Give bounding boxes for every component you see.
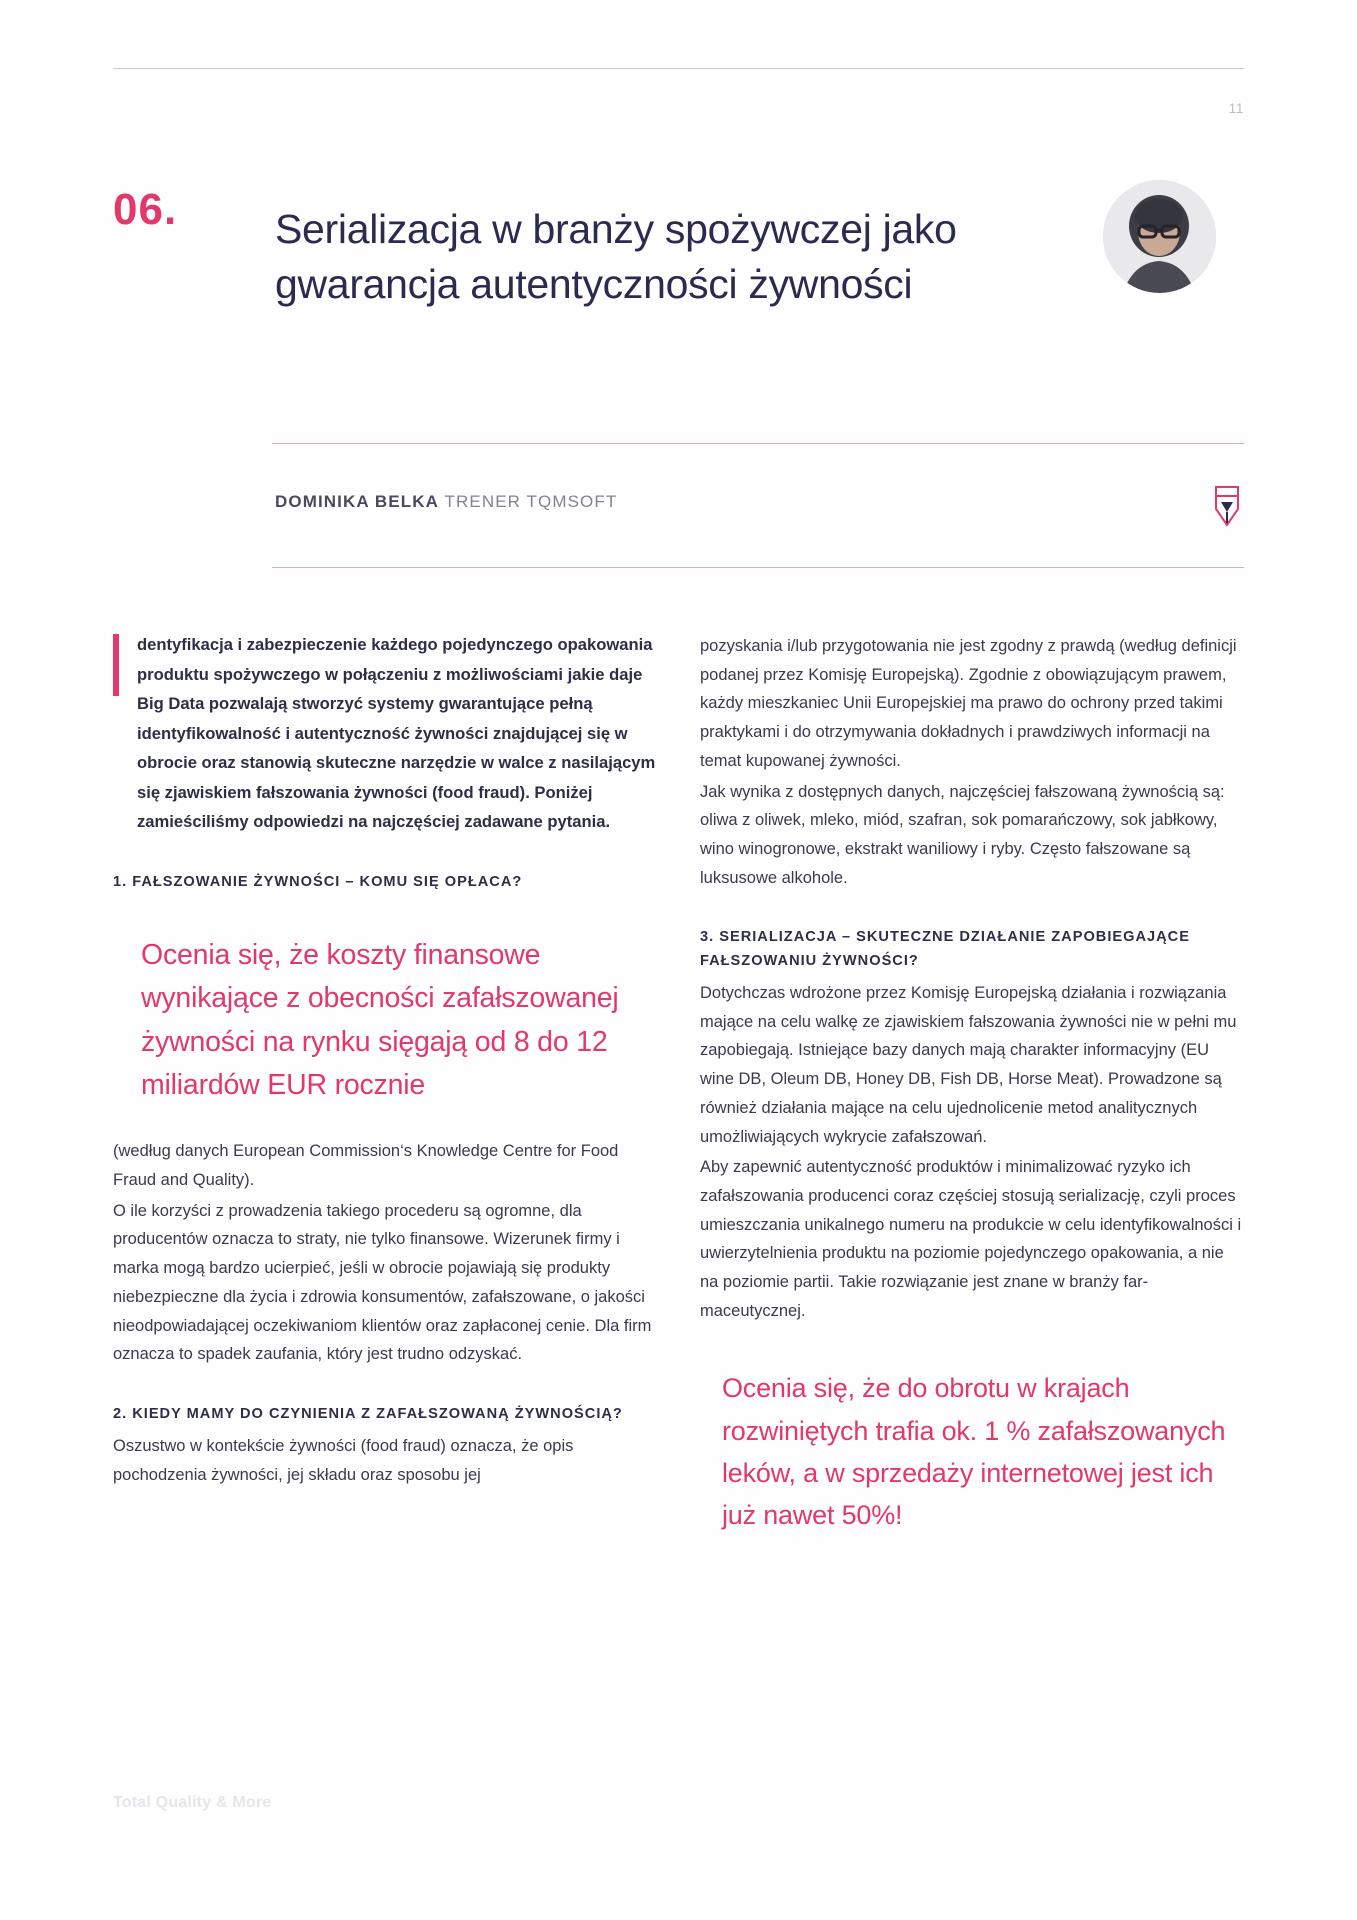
pullquote-1: Ocenia się, że koszty finansowe wynikające z obecności zafałszowanej żywności na rynku sięgają od 8 do 12 miliardów EUR rocznie [141, 939, 619, 1101]
author-role: TRENER TQMSOFT [444, 492, 618, 511]
pullquote-2: Ocenia się, że do obrotu w krajach rozwiniętych trafia ok. 1 % zafałszowanych leków, a w sprzedaży internetowej jest ich już nawet 50%! [722, 1373, 1226, 1530]
left-column [113, 630, 658, 1490]
lead-text: dentyfikacja i zabezpieczenie każdego pojedynczego opakowania produktu spożywczego w połączeniu z możliwościami jakie daje Big Data pozwalają stworzyć systemy gwarantujące pełną identyfikowalność i autentyczność żywności znajdującej się w obrocie oraz stanowią skuteczne narzędzie w walce z nasilającym się zjawiskiem fałszowania żywności (food fraud). Poniżej zamieściliśmy odpowiedzi na najczęściej zadawane pytania. [137, 635, 656, 832]
drop-cap-bar [113, 634, 119, 696]
paragraph-2: O ile korzyści z prowadzenia takiego procederu są ogromne, dla producentów oznacza to straty, nie tylko finansowe. Wizerunek firmy i marka mogą bardzo ucierpieć, jeśli w obrocie pojawiają się produkty niebezpieczne dla życia i zdrowia konsumentów, zafałszowane, o jakości nieodpowiadającej oczekiwaniom klientów oraz zapłaconej cenie. Dla firm oznacza to spadek zaufania, który jest trudno odzyskać. [113, 1201, 652, 1364]
right-paragraph-3: Dotychczas wdrożone przez Komisję Europejską działania i rozwiązania mające na celu walkę ze zjawiskiem fałszowania żywności nie w pełni mu zapobiegają. Istniejące bazy danych mają charakter informacyjny (EU wine DB, Oleum DB, Honey DB, Fish DB, Horse Meat). Prowadzone są również działania mające na celu ujednolicenie metod analitycznych umożliwiających wykrycie zafałszowań. [700, 984, 1237, 1146]
right-column [700, 630, 1245, 1536]
header-divider [113, 68, 1244, 69]
lead-paragraph [113, 630, 658, 837]
question-heading-1: 1. FAŁSZOWANIE ŻYWNOŚCI – KOMU SIĘ OPŁACA? [113, 873, 523, 890]
author-name: DOMINIKA BELKA [275, 492, 439, 511]
paragraph-3: Oszustwo w kontekście żywności (food fraud) oznacza, że opis pochodzenia żywności, jej składu oraz sposobu jej [113, 1437, 574, 1484]
footer-brand: Total Quality & More [113, 1794, 272, 1811]
right-paragraph-2: Jak wynika z dostępnych danych, najczęściej fałszowaną żywnością są: oliwa z oliwek, mleko, miód, szafran, sok pomarańczowy, sok jabłkowy, wino winogronowe, ekstrakt waniliowy i ryby. Często fałszowane są luksusowe alkohole. [700, 782, 1225, 887]
author-byline [275, 492, 617, 512]
page-title: Serializacja w branży spożywczej jako gwarancja autentyczności żywności [275, 206, 957, 307]
chapter-number: 06. [113, 185, 178, 234]
avatar [1103, 180, 1216, 293]
pen-nib-icon [1210, 485, 1244, 527]
page-number: 11 [1228, 100, 1244, 116]
question-heading-3: 3. SERIALIZACJA – SKUTECZNE DZIAŁANIE ZAPOBIEGAJĄCE FAŁSZOWANIU ŻYWNOŚCI? [700, 929, 1190, 969]
author-divider-top [272, 443, 1244, 444]
question-heading-2: 2. KIEDY MAMY DO CZYNIENIA Z ZAFAŁSZOWANĄ ŻYWNOŚCIĄ? [113, 1405, 623, 1422]
paragraph-1: (według danych European Commission‘s Knowledge Centre for Food Fraud and Quality). [113, 1142, 619, 1190]
right-paragraph-1: pozyskania i/lub przygotowania nie jest zgodny z prawdą (według definicji podanej przez Komisję Europejską). Zgodnie z obowiązującym prawem, każdy mieszkaniec Unii Europejskiej ma prawo do ochrony przed takimi praktykami i do otrzymywania dokładnych i prawdziwych informacji na temat kupowanej żywności. [700, 637, 1237, 770]
author-divider-bottom [272, 567, 1244, 568]
right-paragraph-4: Aby zapewnić autentyczność produktów i minimalizować ryzyko ich zafałszowania producenci coraz częściej stosują serializację, czyli proces umieszczania unikalnego numeru na produkcie w celu identyfikowalności i uwierzytelnienia produktu na poziomie pojedynczego opakowania, a nie na poziomie partii. Takie rozwiązanie jest znane w branży farmaceutycznej. [700, 1158, 1242, 1320]
